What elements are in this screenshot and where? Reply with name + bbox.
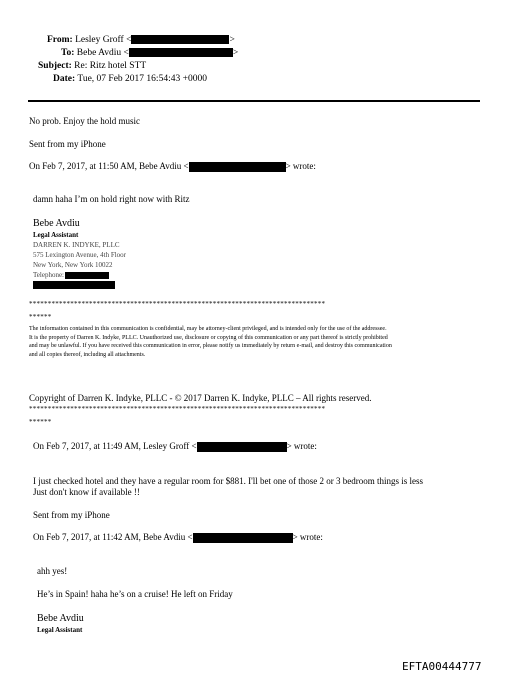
date-value: Tue, 07 Feb 2017 16:54:43 +0000 <box>77 74 207 84</box>
msg3-sent-from: Sent from my iPhone <box>33 510 110 520</box>
msg3-text-line2: Just don't know if available !! <box>33 487 140 497</box>
msg2-text: damn haha I’m on hold right now with Ritz <box>33 194 190 204</box>
disclaimer-line3: and may be unlawful. If you have received this communication in error, please notify us immediately by return e-mail, and destroy this communication <box>29 343 392 349</box>
signature-title: Legal Assistant <box>33 231 79 239</box>
quote-tail: > wrote: <box>292 532 323 542</box>
disclaimer-text <box>29 325 477 359</box>
msg4-quote-line <box>33 532 323 543</box>
stars-short: ****** <box>29 418 52 426</box>
header-divider <box>28 100 480 102</box>
quote-intro: On Feb 7, 2017, at 11:50 AM, Bebe Avdiu < <box>29 161 189 171</box>
quote-tail: > wrote: <box>286 441 317 451</box>
msg1-text: No prob. Enjoy the hold music <box>29 116 140 126</box>
copyright-line: Copyright of Darren K. Indyke, PLLC - © 2017 Darren K. Indyke, PLLC – All rights reserved. <box>29 393 372 403</box>
disclaimer-line2: It is the property of Darren K. Indyke, PLLC. Unauthorized use, disclosure or copying of this communication or any part thereof is strictly prohibited <box>29 334 388 341</box>
redaction-box <box>189 162 286 172</box>
redaction-box <box>193 533 293 543</box>
redaction-box <box>129 48 233 57</box>
subject-value: Re: Ritz hotel STT <box>74 61 147 71</box>
disclaimer-line4: and all copies thereof, including all attachments. <box>29 351 146 358</box>
signature-name: Bebe Avdiu <box>33 218 80 229</box>
quote-intro: On Feb 7, 2017, at 11:49 AM, Lesley Groff < <box>33 441 197 451</box>
msg4-text-line1: ahh yes! <box>37 566 68 576</box>
document-id: EFTA00444777 <box>402 660 482 673</box>
from-label: From: <box>47 35 73 45</box>
signature-telephone <box>33 271 109 279</box>
signature-address2: New York, New York 10022 <box>33 261 113 269</box>
stars-divider: ******************************************************************************* <box>29 300 326 308</box>
from-row <box>47 34 235 46</box>
msg1-quote-line <box>29 161 316 172</box>
date-label: Date: <box>53 74 76 84</box>
to-tail: > <box>232 48 239 58</box>
redaction-box <box>33 281 115 289</box>
email-header <box>0 0 512 100</box>
msg1-sent-from: Sent from my iPhone <box>29 139 106 149</box>
msg3-text-line1: I just checked hotel and they have a regular room for $881. I'll bet one of those 2 or 3 bedroom things is less <box>33 476 424 486</box>
msg4-text-line2: He’s in Spain! haha he’s on a cruise! He left on Friday <box>37 589 233 599</box>
disclaimer-line1: The information contained in this communication is confidential, may be attorney-client privileged, and is intended only for the use of the addressee. <box>29 326 387 332</box>
redaction-box <box>131 35 229 44</box>
quote-tail: > wrote: <box>285 161 316 171</box>
redaction-box <box>65 272 109 279</box>
to-value: Bebe Avdiu < <box>76 48 129 58</box>
telephone-label: Telephone: <box>33 271 64 279</box>
from-value: Lesley Groff < <box>75 35 132 45</box>
signature-address1: 575 Lexington Avenue, 4th Floor <box>33 251 126 259</box>
redaction-box <box>197 442 287 452</box>
to-label: To: <box>61 48 75 58</box>
msg4-signature-name: Bebe Avdiu <box>37 613 84 624</box>
subject-label: Subject: <box>38 61 72 71</box>
to-row <box>61 47 238 59</box>
msg3-quote-line <box>33 441 317 452</box>
stars-divider: ******************************************************************************* <box>29 405 326 413</box>
date-row <box>53 73 207 85</box>
subject-row <box>38 60 146 72</box>
signature-firm: DARREN K. INDYKE, PLLC <box>33 241 120 249</box>
stars-short: ****** <box>29 313 52 321</box>
from-tail: > <box>229 35 235 45</box>
quote-intro: On Feb 7, 2017, at 11:42 AM, Bebe Avdiu < <box>33 532 193 542</box>
msg4-signature-title: Legal Assistant <box>37 626 83 634</box>
